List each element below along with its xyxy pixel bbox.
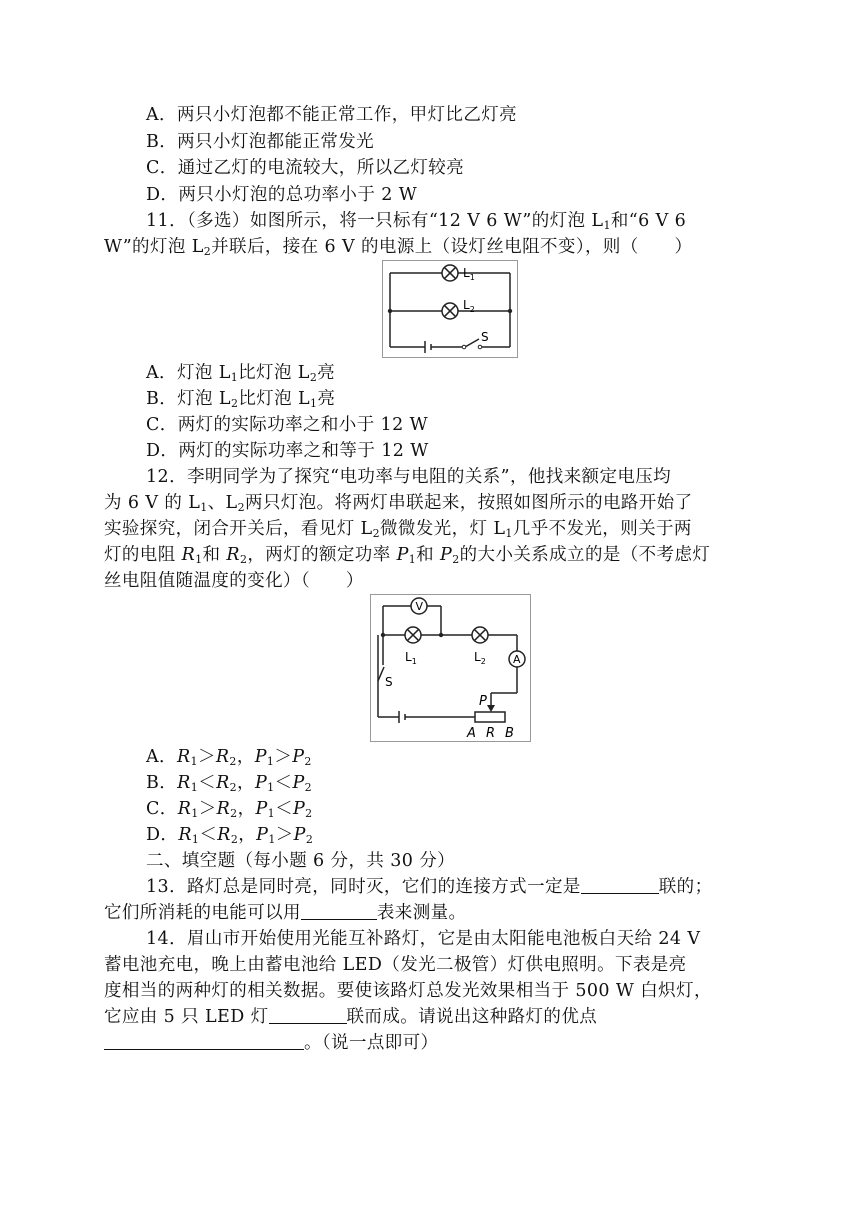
q11-lamp2-label: $L_2$ <box>463 298 475 314</box>
q13-line2: 它们所消耗的电能可以用 表来测量。 <box>104 903 467 923</box>
q12-lamp1-label: $L_1$ <box>405 650 417 666</box>
q14-line1: 14．眉山市开始使用光能互补路灯，它是由太阳能电池板白天给 24 V <box>146 929 701 949</box>
q13-line1: 13．路灯总是同时亮，同时灭，它们的连接方式一定是 联的； <box>146 877 713 897</box>
q12-voltmeter-label: V <box>415 600 424 613</box>
q12-lamp2-label: $L_2$ <box>474 650 486 666</box>
q12-stem-line5: 丝电阻值随温度的变化）（ ） <box>104 571 364 591</box>
q10-option-c: C．通过乙灯的电流较大，所以乙灯较亮 <box>146 158 465 178</box>
q14-line2: 蓄电池充电，晚上由蓄电池给 LED（发光二极管）灯供电照明。下表是亮 <box>104 955 687 975</box>
q14-line4: 它应由 5 只 LED 灯 联而成。请说出这种路灯的优点 <box>104 1007 598 1027</box>
q12-switch-label: S <box>385 675 393 689</box>
q11-option-d: D．两灯的实际功率之和等于 12 W <box>146 441 429 461</box>
q12-end-a-label: A <box>467 726 476 741</box>
q12-option-c: C．$R_1>R_2$，$P_1<P_2$ <box>146 799 313 820</box>
q11-circuit-figure <box>382 260 518 358</box>
q11-option-c: C．两灯的实际功率之和小于 12 W <box>146 415 428 435</box>
q12-option-b: B．$R_1<R_2$，$P_1<P_2$ <box>146 773 313 794</box>
q12-circuit-figure <box>370 594 531 742</box>
q11-stem-line1: 11．（多选）如图所示，将一只标有“12 V 6 W”的灯泡 $L_1$和“6 V 6 <box>146 211 687 232</box>
q12-stem-line3: 实验探究，闭合开关后，看见灯 $L_2$微微发光，灯 $L_1$几乎不发光，则关于两 <box>104 519 692 540</box>
q12-slider-label: P <box>479 694 487 709</box>
q11-stem-line2: W”的灯泡 $L_2$并联后，接在 6 V 的电源上（设灯丝电阻不变），则（ ） <box>104 237 693 258</box>
q13-blank-1[interactable] <box>581 875 659 894</box>
q12-stem-line4: 灯的电阻 $R_1$和 $R_2$，两灯的额定功率 $P_1$和 $P_2$的大小关系成立的是（不考虑灯 <box>104 545 711 566</box>
q10-option-d: D．两只小灯泡的总功率小于 2 W <box>146 185 418 205</box>
q14-blank-2[interactable] <box>104 1031 304 1050</box>
q11-option-b: B．灯泡 $L_2$比灯泡 $L_1$亮 <box>146 389 336 410</box>
q12-end-b-label: B <box>505 726 514 741</box>
q12-option-d: D．$R_1<R_2$，$P_1>P_2$ <box>146 825 314 846</box>
q12-stem-line1: 12．李明同学为了探究“电功率与电阻的关系”，他找来额定电压均 <box>146 467 672 487</box>
q10-option-b: B．两只小灯泡都能正常发光 <box>146 132 375 152</box>
q14-line3: 度相当的两种灯的相关数据。要使该路灯总发光效果相当于 500 W 白炽灯， <box>104 981 712 1001</box>
q12-stem-line2: 为 6 V 的 $L_1$、$L_2$两只灯泡。将两灯串联起来，按照如图所示的电路开始了 <box>104 493 693 514</box>
q12-end-r-label: R <box>486 726 496 741</box>
q11-switch-label: S <box>481 330 489 344</box>
q10-option-a: A．两只小灯泡都不能正常工作，甲灯比乙灯亮 <box>146 105 518 125</box>
q12-ammeter-label: A <box>513 653 521 666</box>
q12-option-a: A．$R_1>R_2$，$P_1>P_2$ <box>146 747 312 768</box>
q14-blank-1[interactable] <box>269 1005 347 1024</box>
q11-option-a: A．灯泡 $L_1$比灯泡 $L_2$亮 <box>146 363 336 384</box>
q11-lamp1-label: $L_1$ <box>463 266 475 282</box>
q13-blank-2[interactable] <box>301 901 377 920</box>
section-heading-fill-in: 二、填空题（每小题 6 分，共 30 分） <box>146 851 456 871</box>
q14-line5: 。（说一点即可） <box>104 1030 438 1056</box>
